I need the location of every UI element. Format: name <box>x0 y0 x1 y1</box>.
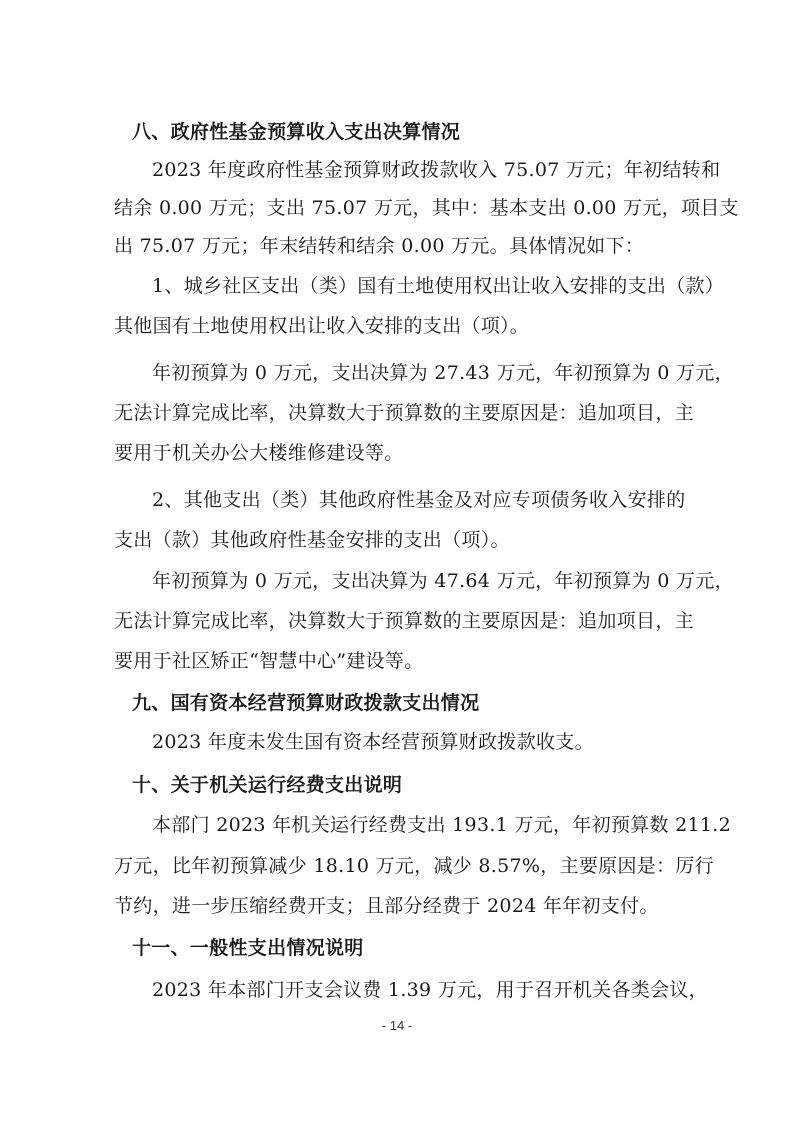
list-item-title: 1、城乡社区支出（类）国有土地使用权出让收入安排的支出（款） <box>152 275 725 297</box>
paragraph-line: 年初预算为 0 万元，支出决算为 27.43 万元，年初预算为 0 万元， <box>152 362 734 384</box>
paragraph-line: 无法计算完成比率，决算数大于预算数的主要原因是：追加项目，主 <box>114 610 694 632</box>
paragraph-line: 2023 年度未发生国有资本经营预算财政拨款收支。 <box>152 731 594 753</box>
paragraph-line: 年初预算为 0 万元，支出决算为 47.64 万元，年初预算为 0 万元， <box>152 570 734 592</box>
section-heading-8: 八、政府性基金预算收入支出决算情况 <box>132 121 461 143</box>
paragraph-line: 要用于机关办公大楼维修建设等。 <box>114 442 404 464</box>
paragraph-line: 要用于社区矫正“智慧中心”建设等。 <box>114 650 424 672</box>
section-heading-10: 十、关于机关运行经费支出说明 <box>132 774 403 796</box>
paragraph-line: 2023 年度政府性基金预算财政拨款收入 75.07 万元；年初结转和 <box>152 159 721 181</box>
section-heading-9: 九、国有资本经营预算财政拨款支出情况 <box>132 692 480 714</box>
list-item-title: 其他国有土地使用权出让收入安排的支出（项）。 <box>114 315 530 337</box>
list-item-title: 2、其他支出（类）其他政府性基金及对应专项债务收入安排的 <box>152 489 686 511</box>
page-number: - 14 - <box>381 1018 413 1033</box>
paragraph-line: 万元，比年初预算减少 18.10 万元，减少 8.57%，主要原因是：厉行 <box>114 855 714 877</box>
paragraph-line: 2023 年本部门开支会议费 1.39 万元，用于召开机关各类会议， <box>152 979 708 1001</box>
paragraph-line: 节约，进一步压缩经费开支；且部分经费于 2024 年年初支付。 <box>114 895 659 917</box>
list-item-title: 支出（款）其他政府性基金安排的支出（项）。 <box>114 529 510 551</box>
paragraph-line: 结余 0.00 万元；支出 75.07 万元，其中：基本支出 0.00 万元，项目支 <box>114 197 739 219</box>
section-heading-11: 十一、一般性支出情况说明 <box>132 937 364 959</box>
paragraph-line: 出 75.07 万元；年末结转和结余 0.00 万元。具体情况如下： <box>114 235 645 257</box>
paragraph-line: 本部门 2023 年机关运行经费支出 193.1 万元，年初预算数 211.2 <box>152 814 732 836</box>
paragraph-line: 无法计算完成比率，决算数大于预算数的主要原因是：追加项目，主 <box>114 402 694 424</box>
